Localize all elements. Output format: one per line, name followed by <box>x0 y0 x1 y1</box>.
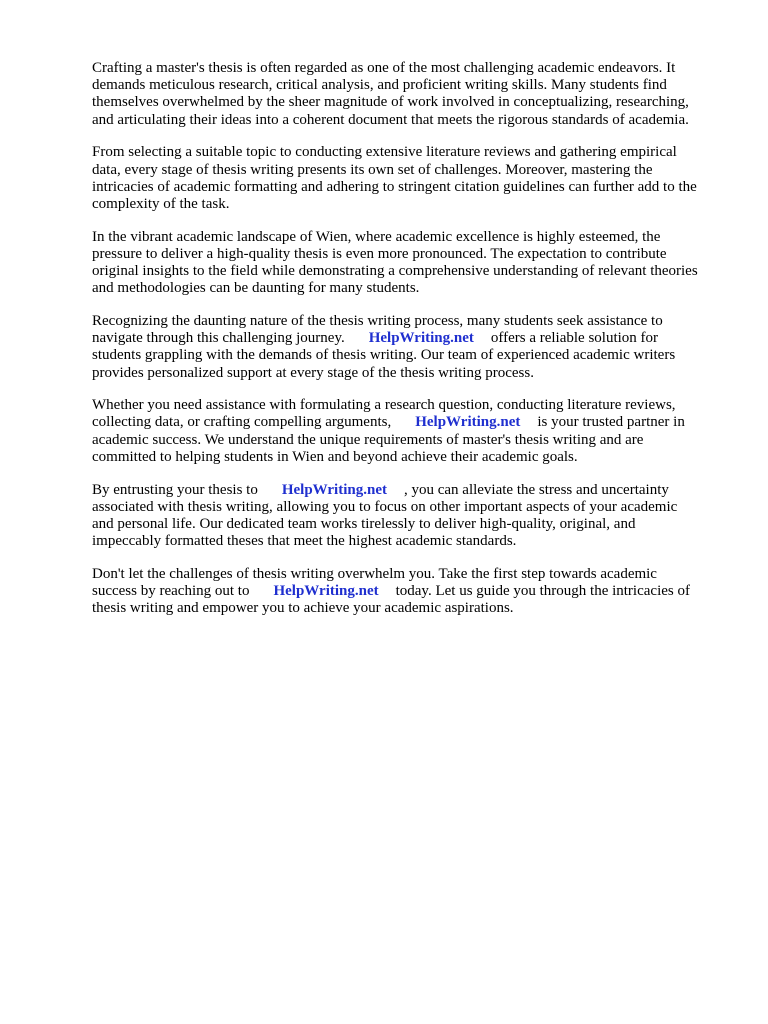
text-segment: navigate through this challenging journey. <box>92 330 345 347</box>
text-line: Crafting a master's thesis is often regarded as one of the most challenging academic endeavors. It <box>92 60 676 76</box>
text-segment: today. Let us guide you through the intricacies of <box>395 583 690 600</box>
text-line: intricacies of academic formatting and adhering to stringent citation guidelines can further add to the <box>92 178 697 195</box>
text-line: and articulating their ideas into a coherent document that meets the rigorous standards of academia. <box>92 111 689 128</box>
helpwriting-link[interactable]: HelpWriting.net <box>368 330 474 347</box>
text-line <box>92 583 724 600</box>
text-line: and personal life. Our dedicated team works tirelessly to deliver high-quality, original, and <box>92 515 636 532</box>
text-line <box>92 414 724 431</box>
helpwriting-link[interactable]: HelpWriting.net <box>415 414 521 431</box>
text-segment: By entrusting your thesis to <box>92 481 258 498</box>
text-line: provides personalized support at every stage of the thesis writing process. <box>92 364 534 381</box>
text-line: complexity of the task. <box>92 195 230 212</box>
text-line: thesis writing and empower you to achieve your academic aspirations. <box>92 600 514 617</box>
paragraph-intro <box>92 60 724 129</box>
paragraph-challenges <box>92 144 724 213</box>
helpwriting-link[interactable]: HelpWriting.net <box>273 583 379 600</box>
text-segment: success by reaching out to <box>92 583 250 600</box>
text-line: demands meticulous research, critical analysis, and proficient writing skills. Many students find <box>92 77 667 94</box>
paragraph-wien <box>92 229 724 298</box>
text-line: and methodologies can be daunting for many students. <box>92 280 420 297</box>
text-line: original insights to the field while demonstrating a comprehensive understanding of relevant theories <box>92 263 698 280</box>
text-line: From selecting a suitable topic to conducting extensive literature reviews and gathering empirical <box>92 144 677 161</box>
text-line: themselves overwhelmed by the sheer magnitude of work involved in conceptualizing, researching, <box>92 94 689 111</box>
text-line: pressure to deliver a high-quality thesis is even more pronounced. The expectation to contribute <box>92 245 667 262</box>
text-line: In the vibrant academic landscape of Wien, where academic excellence is highly esteemed, the <box>92 228 661 245</box>
document-body <box>92 60 724 633</box>
text-line <box>92 330 724 347</box>
text-segment: offers a reliable solution for <box>490 330 659 347</box>
text-line: impeccably formatted theses that meet the highest academic standards. <box>92 533 517 550</box>
text-line: Recognizing the daunting nature of the thesis writing process, many students seek assistance to <box>92 312 663 329</box>
paragraph-closing <box>92 566 724 618</box>
text-line: associated with thesis writing, allowing you to focus on other important aspects of your academic <box>92 498 678 515</box>
paragraph-partner <box>92 397 724 466</box>
text-line: Don't let the challenges of thesis writing overwhelm you. Take the first step towards academic <box>92 565 657 582</box>
text-segment: collecting data, or crafting compelling arguments, <box>92 414 392 431</box>
text-line <box>92 482 724 499</box>
helpwriting-link[interactable]: HelpWriting.net <box>281 481 387 498</box>
paragraph-entrusting <box>92 482 724 551</box>
text-line: students grappling with the demands of thesis writing. Our team of experienced academic writers <box>92 347 676 364</box>
text-line: committed to helping students in Wien and beyond achieve their academic goals. <box>92 448 578 465</box>
text-line: Whether you need assistance with formulating a research question, conducting literature reviews, <box>92 397 676 414</box>
text-segment: is your trusted partner in <box>537 414 685 431</box>
text-segment: , you can alleviate the stress and uncertainty <box>403 481 669 498</box>
text-line: data, every stage of thesis writing presents its own set of challenges. Moreover, mastering the <box>92 161 653 178</box>
paragraph-assistance <box>92 313 724 382</box>
text-line: academic success. We understand the unique requirements of master's thesis writing and are <box>92 431 644 448</box>
